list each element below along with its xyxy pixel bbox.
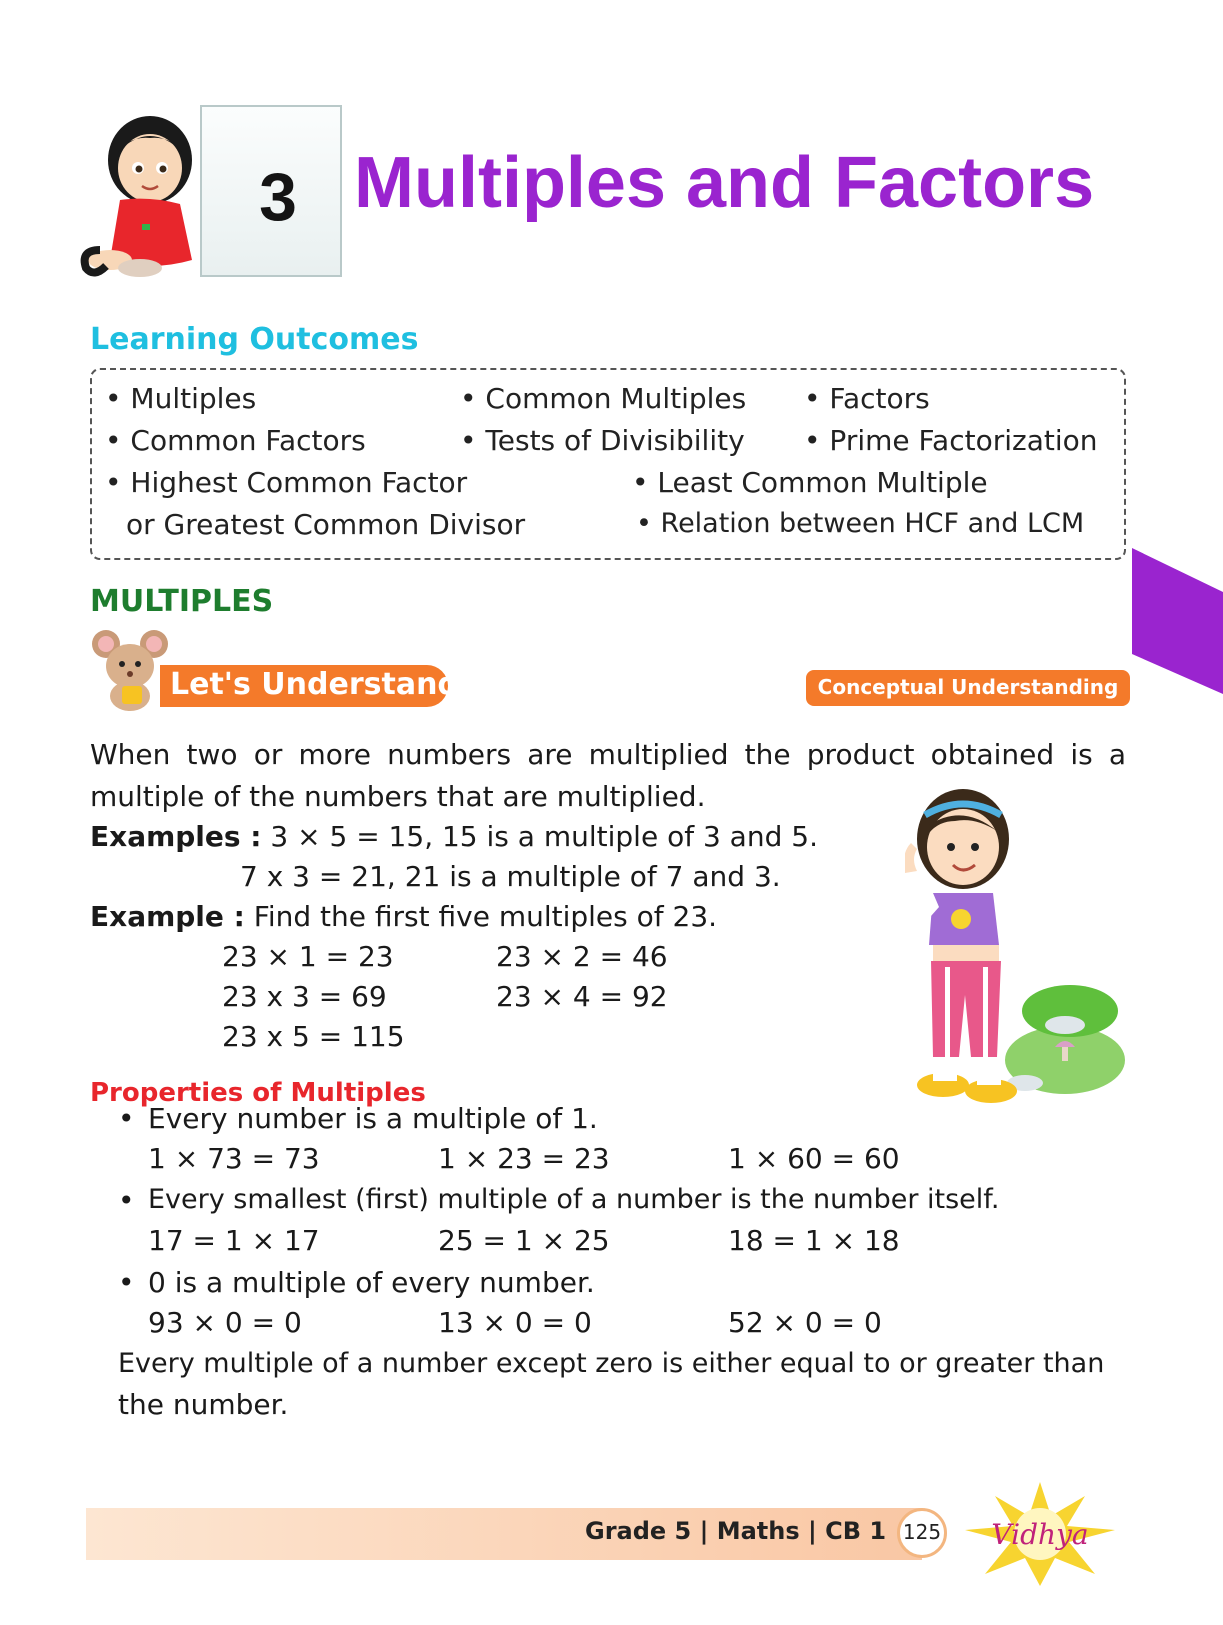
property-equation: 13 × 0 = 0 [438, 1306, 592, 1339]
outcome-item: • Factors [804, 382, 930, 415]
property-equation: 1 × 23 = 23 [438, 1142, 610, 1175]
property-3: 0 is a multiple of every number. [148, 1266, 595, 1299]
outcome-item: • Tests of Divisibility [460, 424, 745, 457]
property-equation: 1 × 73 = 73 [148, 1142, 320, 1175]
example-question: Example : Find the first five multiples of 23. [90, 900, 718, 933]
closing-line-2: the number. [118, 1388, 289, 1421]
multiple-row: 23 × 2 = 46 [496, 940, 668, 973]
intro-line-2: multiple of the numbers that are multiplied. [90, 780, 706, 813]
footer-label: Grade 5 | Maths | CB 1 [585, 1517, 887, 1545]
mouse-icon [90, 626, 170, 712]
chapter-number: 3 [259, 159, 297, 235]
bullet-marker: • [118, 1266, 135, 1299]
outcome-item: • Multiples [105, 382, 257, 415]
lets-understand-label: Let's Understand [170, 667, 459, 702]
property-equation: 17 = 1 × 17 [148, 1224, 320, 1257]
examples-line-1: Examples : 3 × 5 = 15, 15 is a multiple of 3 and 5. [90, 820, 818, 853]
multiple-row: 23 x 5 = 115 [222, 1020, 405, 1053]
vidhya-logo [955, 1478, 1125, 1588]
outcome-item: • Common Factors [105, 424, 366, 457]
girl-standing-illustration [905, 785, 1125, 1120]
property-equation: 1 × 60 = 60 [728, 1142, 900, 1175]
examples-line-2: 7 x 3 = 21, 21 is a multiple of 7 and 3. [240, 860, 781, 893]
properties-heading: Properties of Multiples [90, 1078, 426, 1108]
multiple-row: 23 × 4 = 92 [496, 980, 668, 1013]
bullet-marker: • [118, 1184, 135, 1217]
chapter-title: Multiples and Factors [354, 143, 1095, 223]
property-equation: 93 × 0 = 0 [148, 1306, 302, 1339]
outcome-item: • Prime Factorization [804, 424, 1098, 457]
logo-wordmark: Vidhya [991, 1518, 1089, 1551]
outcome-item: • Highest Common Factor [105, 466, 468, 499]
learning-outcomes-heading: Learning Outcomes [90, 322, 419, 357]
outcome-item: • Common Multiples [460, 382, 747, 415]
purple-edge-tab [1132, 548, 1223, 694]
outcome-item: or Greatest Common Divisor [126, 508, 526, 541]
multiple-row: 23 x 3 = 69 [222, 980, 387, 1013]
bullet-marker: • [118, 1102, 135, 1135]
intro-line-1: When two or more numbers are multiplied the product obtained is a [90, 738, 1126, 771]
page-number: 125 [902, 1520, 942, 1544]
outcome-item: • Relation between HCF and LCM [636, 508, 1085, 539]
property-2: Every smallest (first) multiple of a number is the number itself. [148, 1184, 1000, 1215]
property-equation: 18 = 1 × 18 [728, 1224, 900, 1257]
badge-label: Conceptual Understanding [817, 675, 1119, 699]
property-equation: 25 = 1 × 25 [438, 1224, 610, 1257]
girl-illustration [80, 100, 220, 280]
property-1: Every number is a multiple of 1. [148, 1102, 598, 1135]
section-heading: MULTIPLES [90, 584, 274, 619]
closing-line-1: Every multiple of a number except zero is either equal to or greater than [118, 1348, 1105, 1379]
multiple-row: 23 × 1 = 23 [222, 940, 394, 973]
outcome-item: • Least Common Multiple [632, 466, 988, 499]
property-equation: 52 × 0 = 0 [728, 1306, 882, 1339]
